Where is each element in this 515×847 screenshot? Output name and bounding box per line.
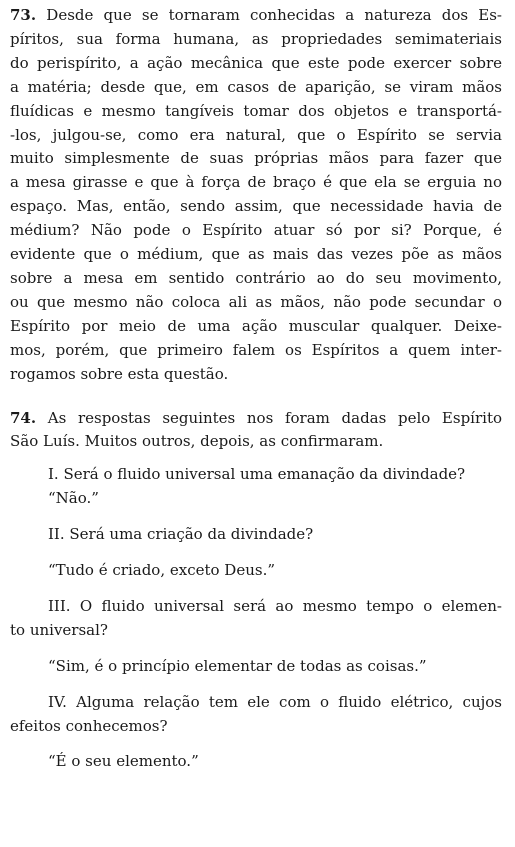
text-line: do perispírito, a ação mecânica que este pode exercer sobre — [10, 53, 502, 72]
text-line: a mesa girasse e que à força de braço é que ela se erguia no — [10, 173, 502, 192]
text-line: a matéria; desde que, em casos de aparição, se viram mãos — [10, 77, 502, 96]
text-line: ou que mesmo não coloca ali as mãos, não pode secundar o — [10, 292, 502, 311]
question-2 — [10, 523, 502, 547]
text-line: sobre a mesa em sentido contrário ao do seu movimento, — [10, 268, 502, 287]
text-line: Espírito por meio de uma ação muscular qualquer. Deixe- — [10, 316, 502, 335]
question-text: efeitos conhecemos? — [10, 716, 168, 735]
text-line: -los, julgou-se, como era natural, que o Espírito se servia — [10, 125, 502, 144]
text-line: muito simplesmente de suas próprias mãos para fazer que — [10, 149, 502, 168]
text-line: espaço. Mas, então, sendo assim, que necessidade havia de — [10, 197, 502, 216]
question-text: II. Será uma criação da divindade? — [48, 525, 314, 544]
answer-text: “É o seu elemento.” — [48, 752, 199, 771]
question-4 — [10, 691, 502, 739]
paragraph-73 — [10, 4, 502, 387]
answer-4 — [10, 750, 502, 774]
answer-text: “Sim, é o princípio elementar de todas as coisas.” — [48, 656, 427, 675]
text-line: médium? Não pode o Espírito atuar só por si? Porque, é — [10, 221, 502, 240]
text-line: evidente que o médium, que as mais das vezes põe as mãos — [10, 245, 502, 264]
document-page — [10, 4, 502, 774]
answer-3 — [10, 655, 502, 679]
answer-text: “Tudo é criado, exceto Deus.” — [48, 561, 275, 580]
text-line: 73. Desde que se tornaram conhecidas a natureza dos Es- — [10, 6, 502, 24]
answer-text: “Não.” — [48, 489, 99, 508]
text-line: mos, porém, que primeiro falem os Espíritos a quem inter- — [10, 340, 502, 359]
question-text: IV. Alguma relação tem ele com o fluido elétrico, cujos — [48, 692, 502, 711]
question-text: III. O fluido universal será ao mesmo tempo o elemen- — [48, 596, 502, 615]
question-3 — [10, 595, 502, 643]
answer-2 — [10, 559, 502, 583]
paragraph-number: 74. — [10, 408, 37, 427]
text-line: rogamos sobre esta questão. — [10, 364, 229, 383]
text-line: 74. As respostas seguintes nos foram dadas pelo Espírito — [10, 408, 502, 427]
text-line: fluídicas e mesmo tangíveis tomar dos objetos e transportá- — [10, 101, 502, 120]
text-line: São Luís. Muitos outros, depois, as confirmaram. — [10, 432, 384, 451]
paragraph-74 — [10, 407, 502, 455]
paragraph-number: 73. — [10, 6, 37, 24]
text-line: píritos, sua forma humana, as propriedades semimateriais — [10, 29, 502, 48]
question-text: to universal? — [10, 620, 108, 639]
question-1 — [10, 463, 502, 511]
question-text: I. Será o fluido universal uma emanação da divindade? — [48, 465, 466, 484]
